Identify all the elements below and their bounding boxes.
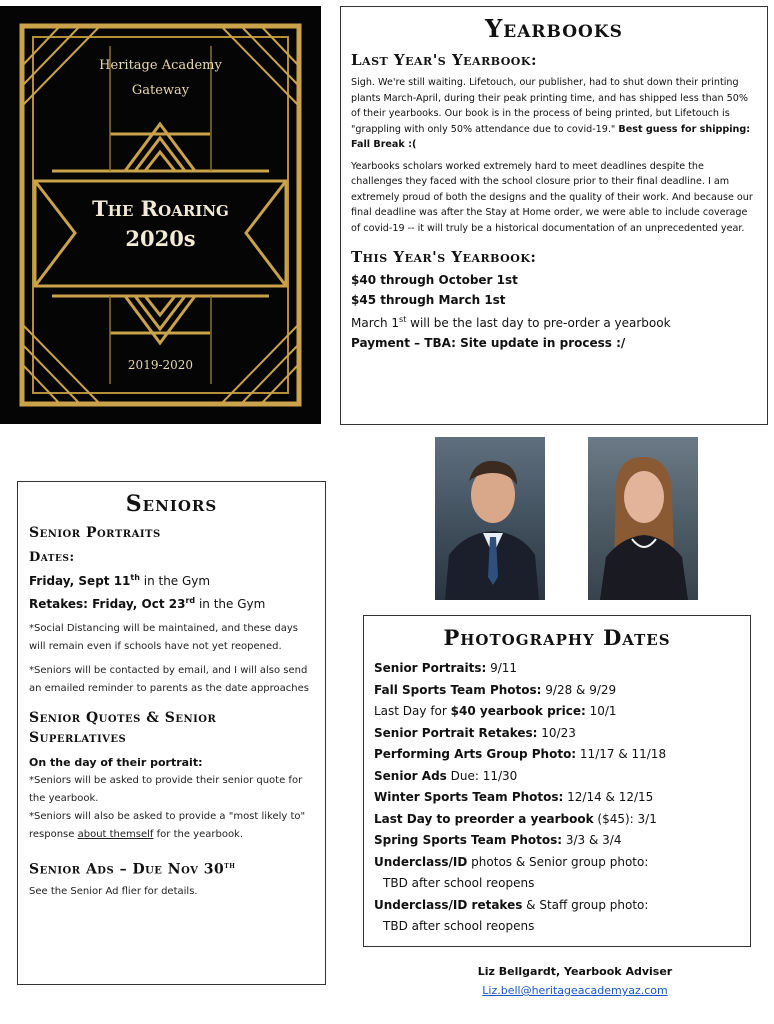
photo-date-row: TBD after school reopens: [383, 919, 535, 933]
scholars-paragraph: Yearbooks scholars worked extremely hard to meet deadlines despite the challenges they faced with the school closure prior to their final deadline. I am extremely proud of both the designs and the quality of their work. And because our final deadline was after the Stay at Home order, we were able to include coverage of covid-19 -- it will truly be a historical documentation of an unprecedented year.: [351, 160, 753, 234]
quotes-heading: Senior Quotes & Senior Superlatives: [29, 710, 217, 746]
seniors-title: Seniors: [125, 491, 218, 517]
last-year-heading: Last Year's Yearbook:: [351, 51, 537, 69]
cover-school-name: Heritage Academy: [99, 58, 222, 73]
photography-dates-section: [363, 615, 751, 947]
photo-date-row: Fall Sports Team Photos: 9/28 & 9/29: [374, 682, 617, 697]
photo-date-row: Performing Arts Group Photo: 11/17 & 11/18: [374, 747, 667, 761]
photo-date-row: TBD after school reopens: [383, 876, 535, 890]
yearbooks-section: [340, 6, 768, 425]
cover-theme-line2: 2020s: [125, 226, 196, 251]
portrait-day-label: On the day of their portrait:: [29, 756, 203, 769]
photo-date-row: Winter Sports Team Photos: 12/14 & 12/15: [374, 790, 654, 804]
last-year-text: Sigh. We're still waiting. Lifetouch, our publisher, had to shut down their printing plants March-April, during their peak printing time, and has shipped less than 50% of their yearbooks. Our book is in the process of being printed, but Lifetouch is "grappling with only 50% attendance due to covid-19.": [351, 77, 748, 135]
most-likely-note: *Seniors will also be asked to provide a "most likely to" response about themself for the yearbook.: [29, 811, 306, 840]
photo-date-row: Underclass/ID retakes & Staff group photo:: [374, 897, 649, 912]
photo-date-row: Senior Portrait Retakes: 10/23: [374, 725, 576, 740]
this-year-heading: This Year's Yearbook:: [351, 248, 537, 266]
last-year-paragraph: [351, 75, 757, 153]
cover-theme-line1: The Roaring: [92, 196, 229, 221]
preorder-deadline: March 1st will be the last day to pre-order a yearbook: [351, 315, 671, 330]
photo-date-row: Underclass/ID photos & Senior group photo:: [374, 854, 649, 869]
photo-date-row: Spring Sports Team Photos: 3/3 & 3/4: [374, 833, 622, 847]
email-note: *Seniors will be contacted by email, and I will also send an emailed reminder to parents as the date approaches: [29, 665, 309, 694]
yearbook-cover-image: [0, 6, 321, 424]
dates-label: Dates:: [29, 550, 75, 565]
adviser-contact: [430, 962, 720, 1000]
photography-dates-title: Photography Dates: [443, 625, 671, 650]
photo-date-row: Senior Portraits: 9/11: [374, 661, 518, 675]
photo-date-row: Last Day to preorder a yearbook ($45): 3/1: [374, 811, 657, 826]
senior-portraits-heading: Senior Portraits: [29, 525, 161, 541]
senior-ads-text: See the Senior Ad flier for details.: [29, 885, 198, 897]
senior-quote-note: *Seniors will be asked to provide their senior quote for the yearbook.: [29, 775, 303, 804]
cover-book-name: Gateway: [131, 83, 190, 98]
price-second: $45 through March 1st: [351, 293, 506, 307]
adviser-name: Liz Bellgardt, Yearbook Adviser: [477, 965, 673, 978]
retake-date: Retakes: Friday, Oct 23rd in the Gym: [29, 596, 266, 611]
portrait-date: Friday, Sept 11th in the Gym: [29, 573, 211, 588]
senior-boy-photo: [435, 437, 545, 600]
senior-ads-heading: Senior Ads – Due Nov 30th: [29, 860, 236, 878]
shipping-estimate: Best guess for shipping: Fall Break :(: [351, 123, 751, 150]
social-distancing-note: *Social Distancing will be maintained, and these days will remain even if schools have not yet reopened.: [29, 623, 298, 652]
payment-status: Payment – TBA: Site update in process :/: [351, 336, 626, 350]
seniors-section: [17, 481, 326, 985]
adviser-email-link[interactable]: Liz.bell@heritageacademyaz.com: [482, 984, 668, 997]
photo-date-row: Senior Ads Due: 11/30: [374, 768, 518, 783]
senior-girl-photo: [588, 437, 698, 600]
photography-dates-list: [374, 658, 740, 938]
cover-years: 2019-2020: [127, 358, 194, 372]
yearbooks-title: Yearbooks: [485, 14, 623, 43]
price-first: $40 through October 1st: [351, 273, 518, 287]
photo-date-row: Last Day for $40 yearbook price: 10/1: [374, 704, 617, 718]
